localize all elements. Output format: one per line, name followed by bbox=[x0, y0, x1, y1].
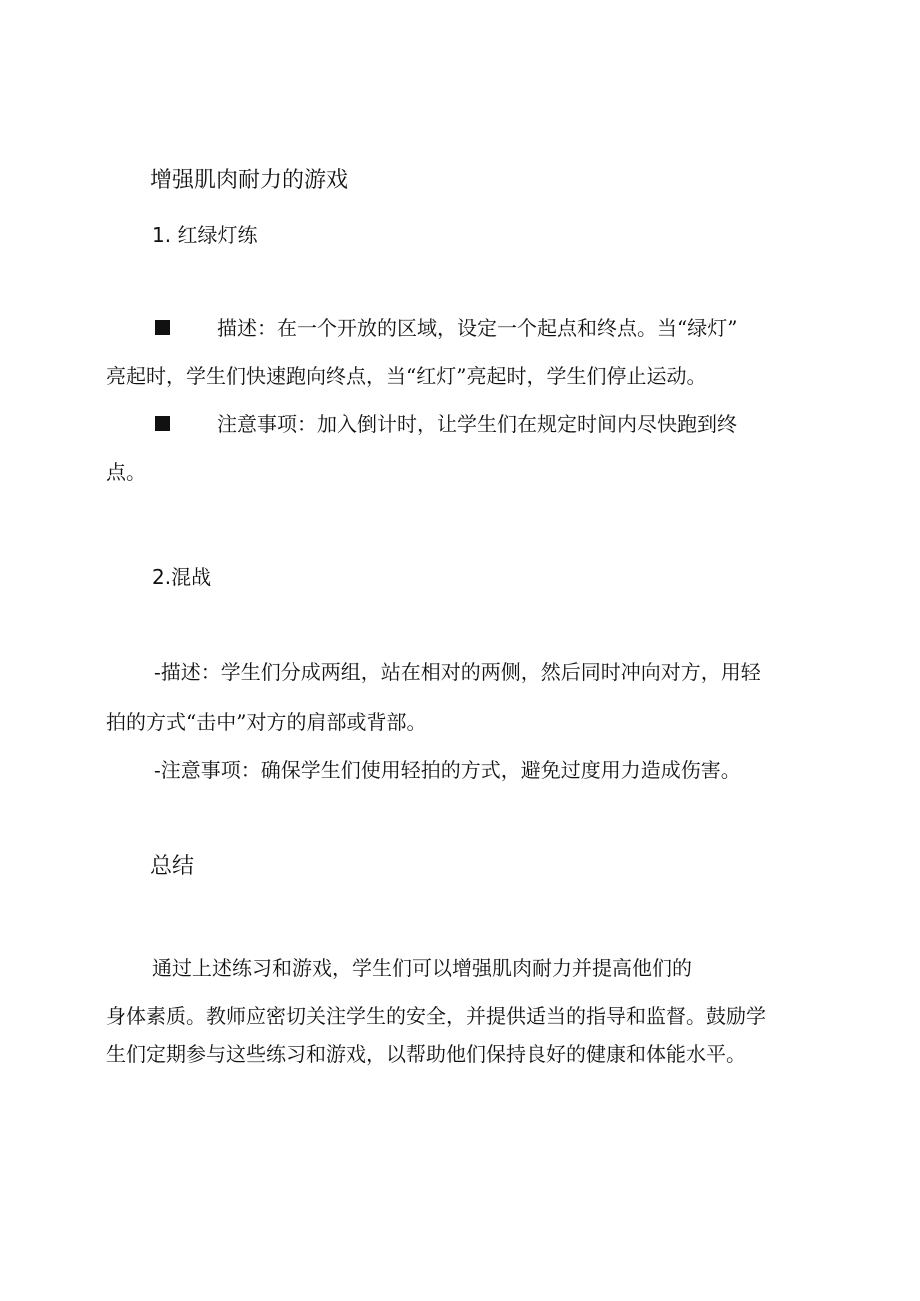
summary-line1: 通过上述练习和游戏，学生们可以增强肌肉耐力并提高他们的 bbox=[152, 956, 692, 980]
item2-description-line2: 拍的方式“击中”对方的肩部或背部。 bbox=[106, 710, 427, 734]
item2-description-line1: -描述：学生们分成两组，站在相对的两侧，然后同时冲向对方，用轻 bbox=[154, 660, 761, 684]
item1-note-line1: 注意事项：加入倒计时，让学生们在规定时间内尽快跑到终 bbox=[217, 412, 737, 436]
item1-note-line2: 点。 bbox=[106, 460, 146, 484]
item1-heading: 1. 红绿灯练 bbox=[152, 223, 258, 247]
item2-heading: 2.混战 bbox=[152, 565, 212, 589]
summary-line2: 身体素质。教师应密切关注学生的安全，并提供适当的指导和监督。鼓励学 bbox=[106, 1004, 766, 1028]
square-bullet-icon bbox=[155, 416, 170, 431]
item1-description-line2: 亮起时，学生们快速跑向终点，当“红灯”亮起时，学生们停止运动。 bbox=[106, 364, 707, 388]
item2-note-line1: -注意事项：确保学生们使用轻拍的方式，避免过度用力造成伤害。 bbox=[154, 758, 741, 782]
square-bullet-icon bbox=[155, 320, 170, 335]
summary-title: 总结 bbox=[150, 854, 195, 879]
summary-line3: 生们定期参与这些练习和游戏，以帮助他们保持良好的健康和体能水平。 bbox=[106, 1042, 746, 1066]
section-title: 增强肌肉耐力的游戏 bbox=[150, 168, 349, 193]
item1-description-line1: 描述：在一个开放的区域，设定一个起点和终点。当“绿灯” bbox=[217, 316, 738, 340]
